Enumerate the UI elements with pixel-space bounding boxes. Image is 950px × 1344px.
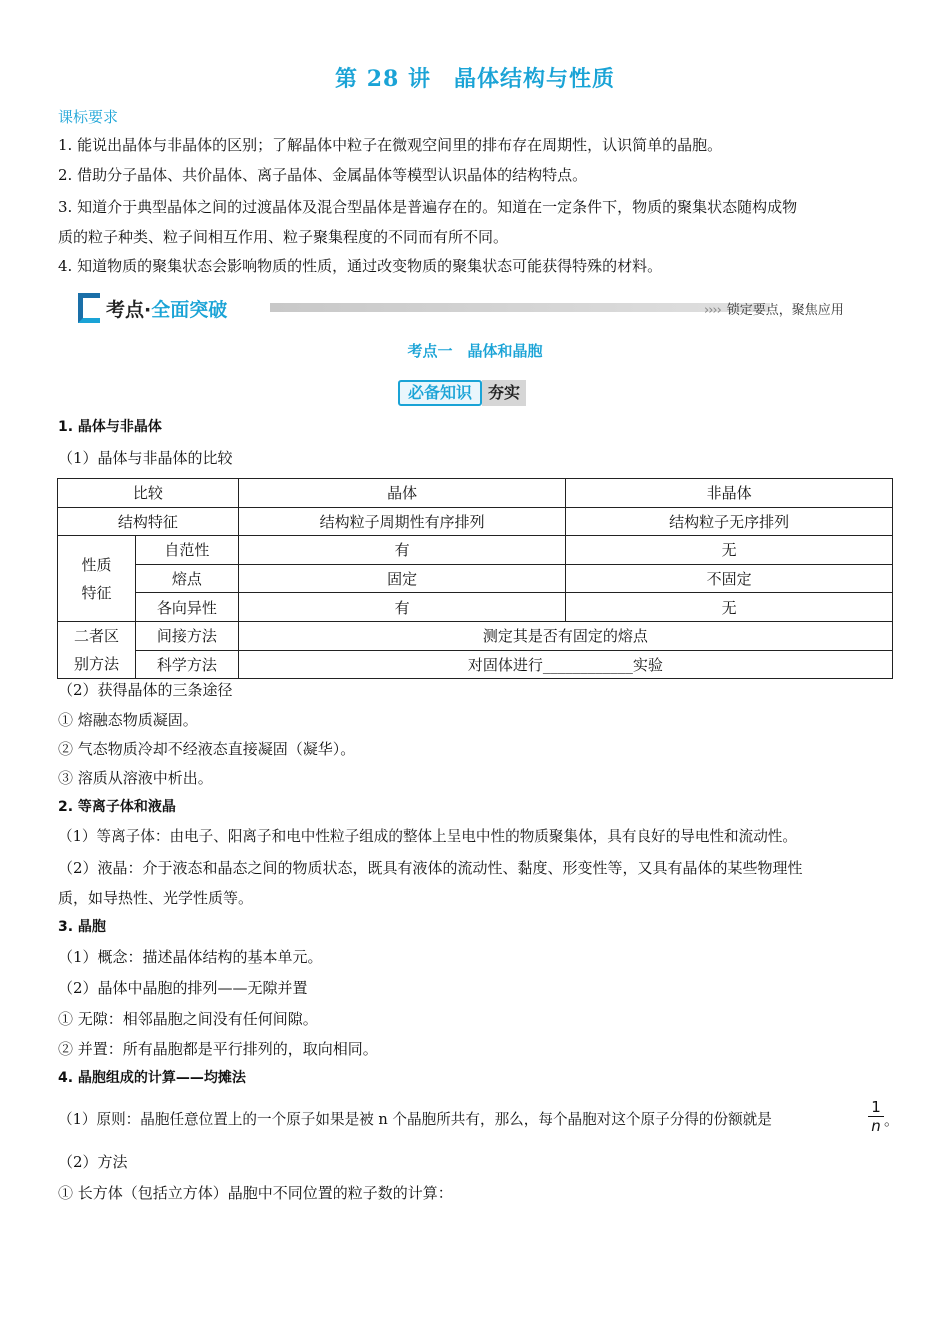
table-cell: 有 <box>238 593 566 622</box>
requirements-heading: 课标要求 <box>58 108 119 126</box>
cell-text: 性质 <box>81 555 112 574</box>
banner-tagline: 锁定要点，聚焦应用 <box>726 303 844 318</box>
arrows-icon: ›››› <box>704 303 721 318</box>
fraction-denominator: n <box>871 1117 881 1135</box>
list-item: ① 无隙：相邻晶胞之间没有任何间隙。 <box>58 1010 318 1028</box>
table-cell: 结构特征 <box>58 507 239 536</box>
table-cell: 对固体进行____________实验 <box>238 650 892 679</box>
paragraph: （2）方法 <box>58 1153 128 1171</box>
banner-label: 考点· <box>106 298 152 321</box>
section-banner <box>78 290 878 330</box>
heading-1: 1. 晶体与非晶体 <box>58 419 162 435</box>
table-cell: 固定 <box>238 564 566 593</box>
paragraph: （2）液晶：介于液态和晶态之间的物质状态，既具有液体的流动性、黏度、形变性等，又具有晶体的某些物理性 <box>58 859 803 877</box>
requirement-item: 3. 知道介于典型晶体之间的过渡晶体及混合型晶体是普遍存在的。知道在一定条件下，物质的聚集状态随构成物 <box>58 198 798 216</box>
table-row <box>58 479 893 508</box>
subheading: （2）获得晶体的三条途径 <box>58 681 233 699</box>
paragraph: 质，如导热性、光学性质等。 <box>58 889 254 907</box>
table-row <box>58 536 893 565</box>
cell-text: 特征 <box>81 583 112 602</box>
banner-divider <box>270 303 770 312</box>
table-cell: 熔点 <box>135 564 238 593</box>
heading-2: 2. 等离子体和液晶 <box>58 799 176 815</box>
table-row <box>58 593 893 622</box>
list-item: ② 并置：所有晶胞都是平行排列的，取向相同。 <box>58 1040 378 1058</box>
list-item: ③ 溶质从溶液中析出。 <box>58 769 213 787</box>
table-row <box>58 621 893 650</box>
table-cell: 间接方法 <box>135 621 238 650</box>
table-row <box>58 507 893 536</box>
table-row <box>58 650 893 679</box>
paragraph: （1）原则：晶胞任意位置上的一个原子如果是被 n 个晶胞所共有，那么，每个晶胞对这个原子分得的份额就是 <box>58 1111 772 1128</box>
cell-text: 二者区 <box>73 627 119 646</box>
table-cell <box>58 536 136 622</box>
table-cell: 有 <box>238 536 566 565</box>
subheading: （1）晶体与非晶体的比较 <box>58 449 233 467</box>
table-cell: 结构粒子周期性有序排列 <box>238 507 566 536</box>
requirement-item: 1. 能说出晶体与非晶体的区别；了解晶体中粒子在微观空间里的排布存在周期性，认识简单的晶胞。 <box>58 136 723 154</box>
table-cell: 科学方法 <box>135 650 238 679</box>
table-cell: 测定其是否有固定的熔点 <box>238 621 892 650</box>
paragraph: （2）晶体中晶胞的排列——无隙并置 <box>58 979 308 997</box>
banner-tagline-wrap <box>704 299 844 318</box>
table-cell: 各向异性 <box>135 593 238 622</box>
table-cell: 不固定 <box>566 564 893 593</box>
requirement-item: 2. 借助分子晶体、共价晶体、离子晶体、金属晶体等模型认识晶体的结构特点。 <box>58 166 588 184</box>
table-cell: 非晶体 <box>566 479 893 508</box>
page-title: 第 28 讲 晶体结构与性质 <box>335 66 615 92</box>
paragraph: （1）概念：描述晶体结构的基本单元。 <box>58 948 323 966</box>
table-cell: 无 <box>566 536 893 565</box>
badge-label: 必备知识 <box>398 380 482 406</box>
table-cell: 比较 <box>58 479 239 508</box>
list-item: ① 熔融态物质凝固。 <box>58 711 198 729</box>
list-item: ② 气态物质冷却不经液态直接凝固（凝华）。 <box>58 740 356 758</box>
heading-3: 3. 晶胞 <box>58 919 106 935</box>
table-cell <box>58 621 136 678</box>
requirement-item: 4. 知道物质的聚集状态会影响物质的性质，通过改变物质的聚集状态可能获得特殊的材料。 <box>58 257 663 275</box>
table-cell: 结构粒子无序排列 <box>566 507 893 536</box>
paragraph: （1）等离子体：由电子、阳离子和电中性粒子组成的整体上呈电中性的物质聚集体，具有良好的导电性和流动性。 <box>58 828 797 845</box>
fraction-numerator: 1 <box>868 1098 884 1117</box>
fraction <box>868 1098 884 1135</box>
period: 。 <box>884 1111 900 1129</box>
table-row <box>58 564 893 593</box>
heading-4: 4. 晶胞组成的计算——均摊法 <box>58 1070 246 1086</box>
list-item: ① 长方体（包括立方体）晶胞中不同位置的粒子数的计算： <box>58 1184 453 1202</box>
badge-extension: 夯实 <box>482 380 526 406</box>
table-cell: 晶体 <box>238 479 566 508</box>
comparison-table <box>57 478 893 679</box>
knowledge-badge <box>398 378 526 408</box>
requirement-item: 质的粒子种类、粒子间相互作用、粒子聚集程度的不同而有所不同。 <box>58 228 509 246</box>
section-title: 考点一 晶体和晶胞 <box>407 342 543 360</box>
table-cell: 无 <box>566 593 893 622</box>
bracket-icon <box>78 293 100 323</box>
table-cell: 自范性 <box>135 536 238 565</box>
cell-text: 别方法 <box>73 655 119 674</box>
banner-highlight: 全面突破 <box>151 298 228 321</box>
